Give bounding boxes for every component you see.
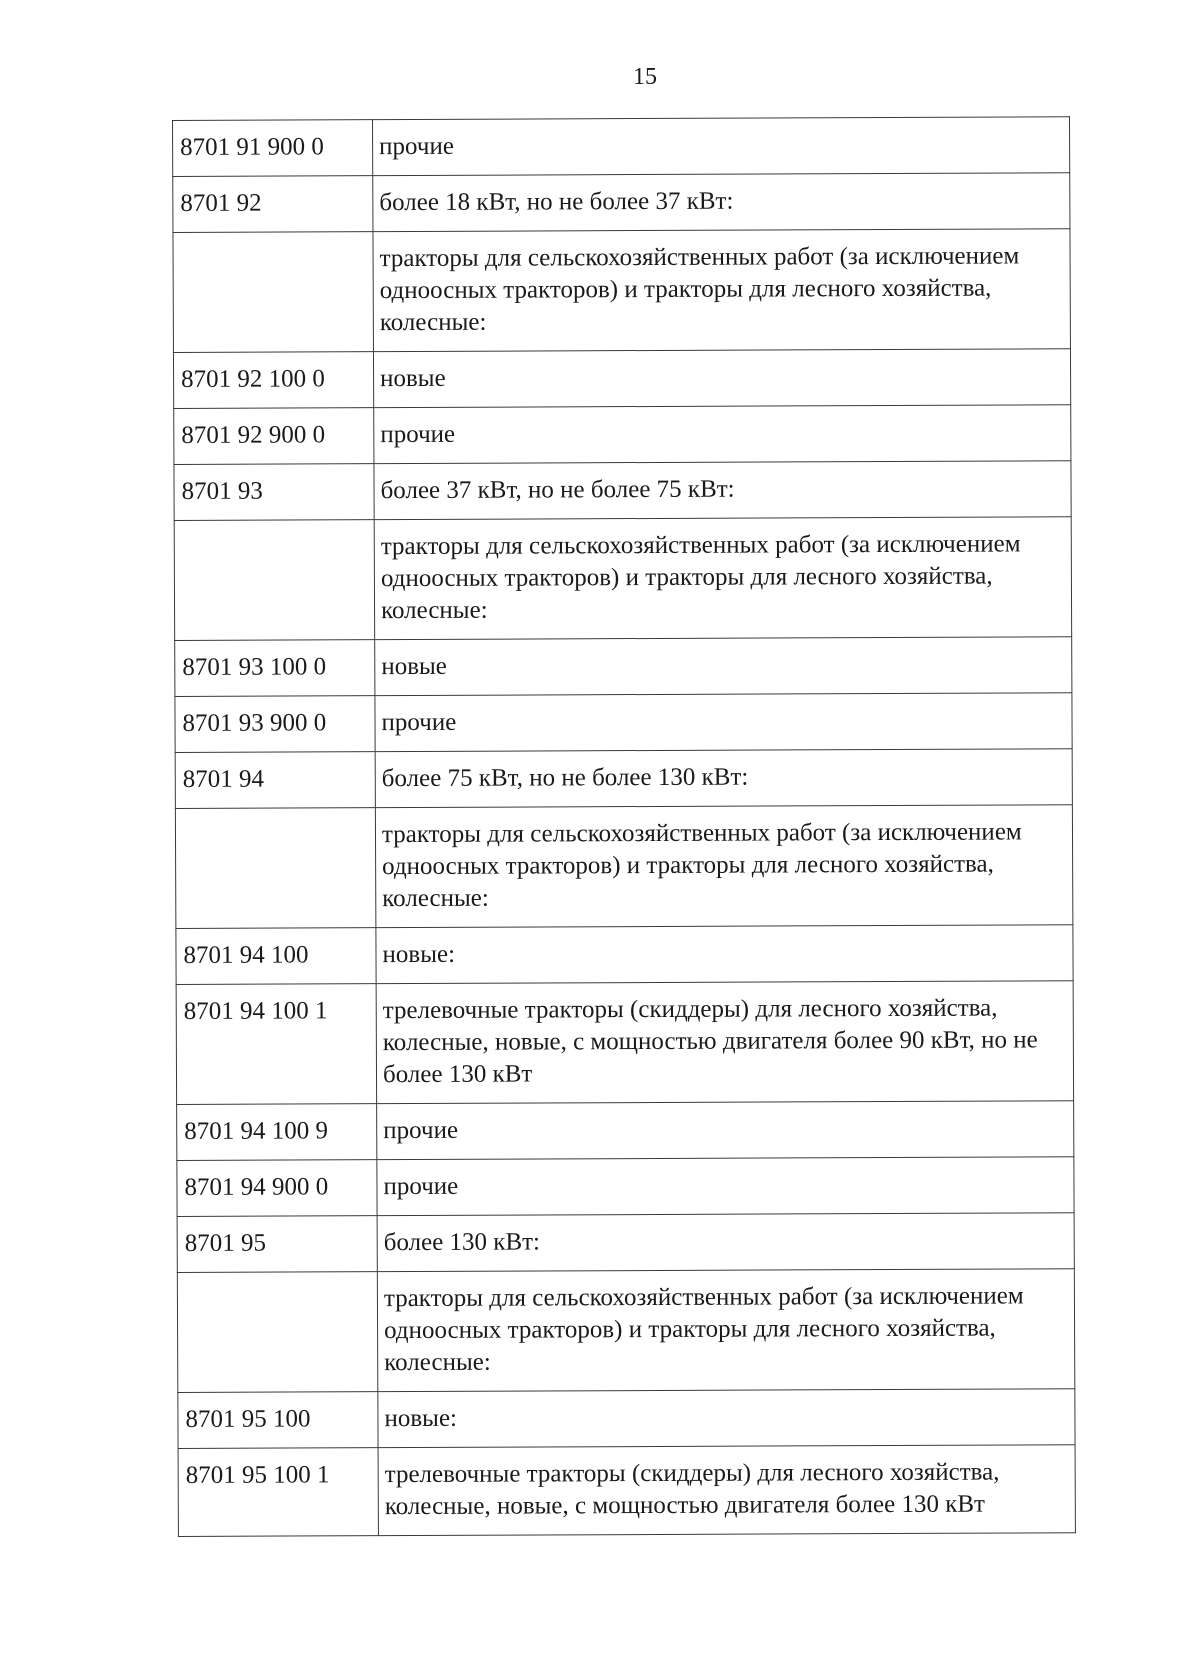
table-row: [174, 517, 1071, 641]
description-cell: более 18 кВт, но не более 37 кВт:: [373, 173, 1070, 232]
description-cell: прочие: [374, 405, 1071, 464]
description-cell: трелевочные тракторы (скиддеры) для лесного хозяйства, колесные, новые, с мощностью двигателя более 130 кВт: [378, 1445, 1075, 1536]
table-row: [176, 981, 1073, 1105]
table-row: [174, 461, 1071, 521]
tariff-code-cell: 8701 95: [177, 1216, 377, 1273]
description-cell: прочие: [375, 693, 1072, 752]
description-cell: новые:: [376, 925, 1073, 984]
tariff-code-cell: 8701 93: [174, 464, 374, 521]
table-row: [175, 749, 1072, 809]
table-row: [174, 405, 1071, 465]
table-row: [175, 693, 1072, 753]
table-row: [178, 1445, 1075, 1537]
tariff-code-cell: 8701 95 100 1: [178, 1448, 378, 1537]
tariff-code-cell: 8701 94: [175, 752, 375, 809]
tariff-code-cell: 8701 94 100 1: [176, 984, 377, 1105]
description-cell: тракторы для сельскохозяйственных работ (за исключением одноосных тракторов) и тракторы для лесного хозяйства, колесные:: [377, 1269, 1074, 1392]
description-cell: тракторы для сельскохозяйственных работ (за исключением одноосных тракторов) и тракторы для лесного хозяйства, колесные:: [373, 229, 1070, 352]
tariff-code-cell: 8701 91 900 0: [173, 120, 373, 177]
table-row: [173, 229, 1070, 353]
description-cell: новые: [373, 349, 1070, 408]
tariff-code-cell: [175, 808, 376, 929]
tariff-code-cell: 8701 93 900 0: [175, 696, 375, 753]
tariff-code-cell: [173, 232, 374, 353]
page-number: 15: [633, 64, 657, 90]
description-cell: тракторы для сельскохозяйственных работ (за исключением одноосных тракторов) и тракторы для лесного хозяйства, колесные:: [374, 517, 1071, 640]
tariff-code-table: [172, 116, 1076, 1537]
table-body: [173, 117, 1076, 1537]
description-cell: трелевочные тракторы (скиддеры) для лесного хозяйства, колесные, новые, с мощностью двигателя более 90 кВт, но не более 130 кВт: [376, 981, 1073, 1104]
table-row: [177, 1101, 1074, 1161]
tariff-code-cell: 8701 92: [173, 176, 373, 233]
tariff-code-cell: 8701 95 100: [178, 1392, 378, 1449]
tariff-code-cell: 8701 92 900 0: [174, 408, 374, 465]
description-cell: новые:: [378, 1389, 1075, 1448]
table-row: [175, 805, 1072, 929]
tariff-code-cell: [174, 520, 375, 641]
table-row: [173, 349, 1070, 409]
description-cell: более 37 кВт, но не более 75 кВт:: [374, 461, 1071, 520]
description-cell: новые: [375, 637, 1072, 696]
description-cell: более 130 кВт:: [377, 1213, 1074, 1272]
tariff-code-cell: [177, 1272, 378, 1393]
table-row: [176, 925, 1073, 985]
table-row: [175, 637, 1072, 697]
description-cell: прочие: [377, 1157, 1074, 1216]
description-cell: более 75 кВт, но не более 130 кВт:: [375, 749, 1072, 808]
table-row: [173, 117, 1070, 177]
description-cell: прочие: [377, 1101, 1074, 1160]
table-row: [173, 173, 1070, 233]
tariff-code-cell: 8701 92 100 0: [173, 352, 373, 409]
table-row: [177, 1269, 1074, 1393]
tariff-code-cell: 8701 93 100 0: [175, 640, 375, 697]
table-row: [177, 1213, 1074, 1273]
tariff-code-cell: 8701 94 100: [176, 928, 376, 985]
table-row: [177, 1157, 1074, 1217]
tariff-code-cell: 8701 94 100 9: [177, 1104, 377, 1161]
description-cell: прочие: [373, 117, 1070, 176]
description-cell: тракторы для сельскохозяйственных работ (за исключением одноосных тракторов) и тракторы для лесного хозяйства, колесные:: [375, 805, 1072, 928]
tariff-code-cell: 8701 94 900 0: [177, 1160, 377, 1217]
table-row: [178, 1389, 1075, 1449]
